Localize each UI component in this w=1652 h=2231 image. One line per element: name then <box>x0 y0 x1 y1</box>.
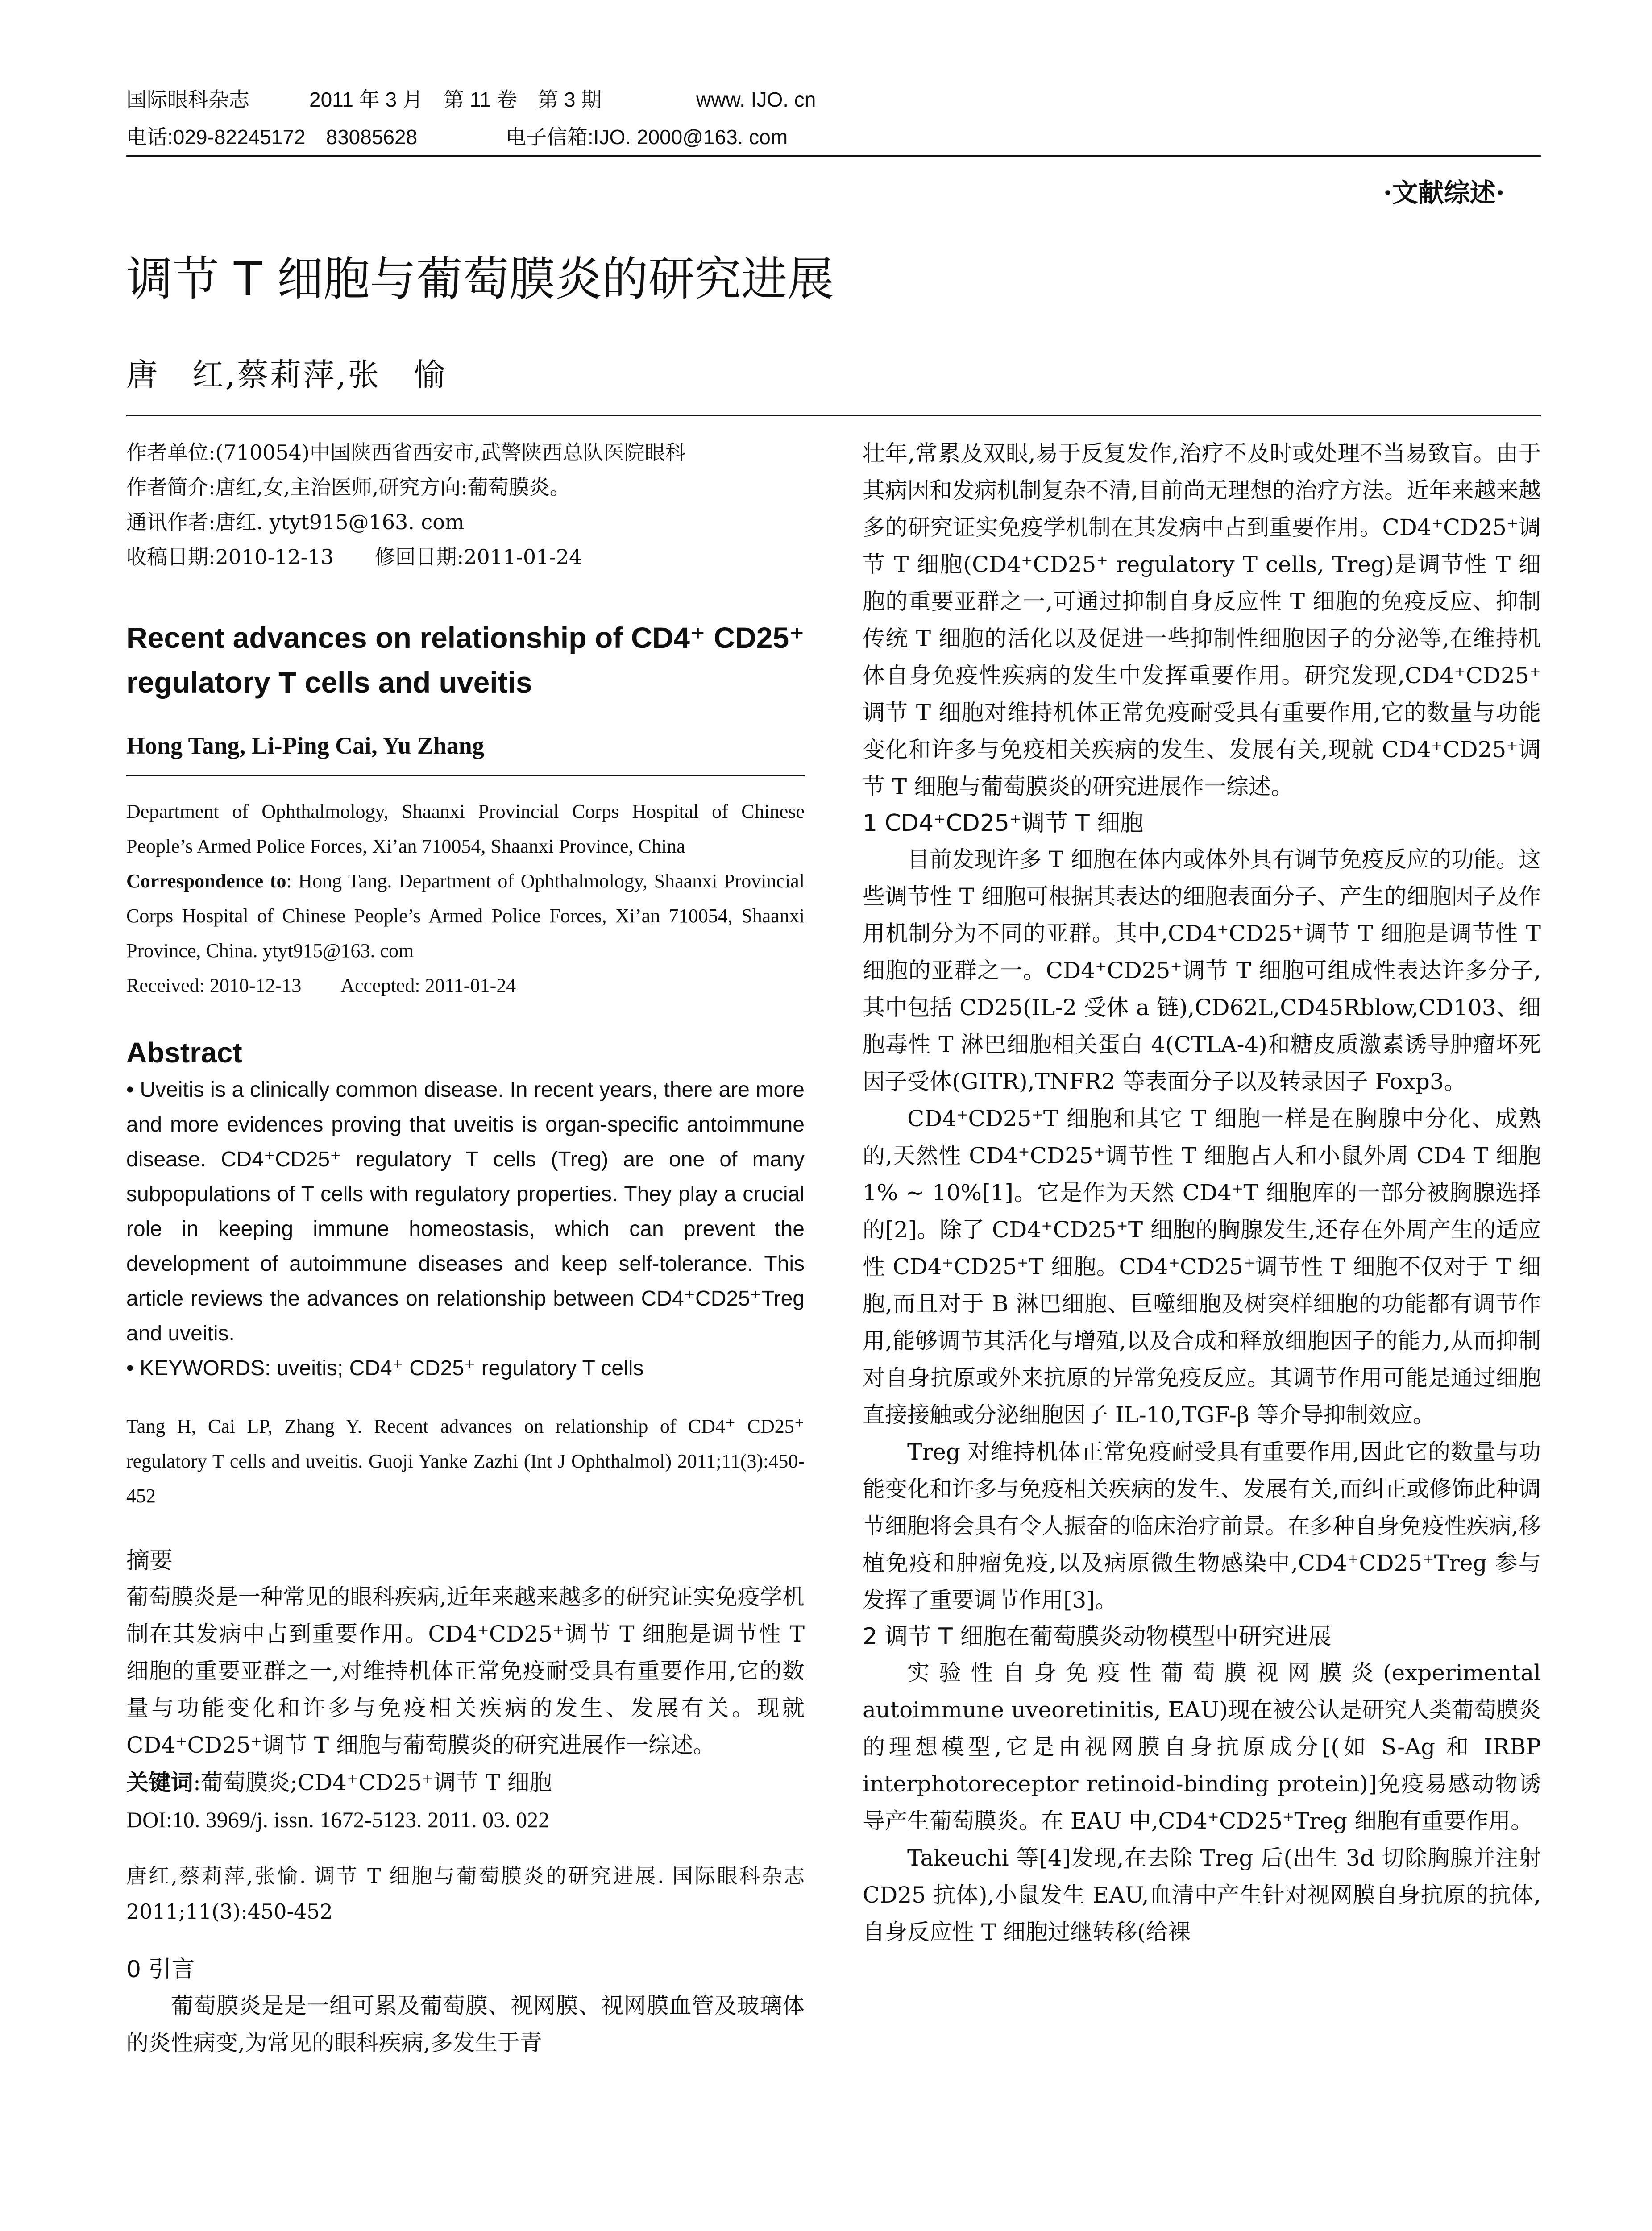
intro-continued: 壮年,常累及双眼,易于反复发作,治疗不及时或处理不当易致盲。由于其病因和发病机制复杂不清,目前尚无理想的治疗方法。近年来越来越多的研究证实免疫学机制在其发病中占到重要作用。CD4⁺CD25⁺调节 T 细胞(CD4⁺CD25⁺ regulatory T cells, Treg)是调节性 T 细胞的重要亚群之一,可通过抑制自身反应性 T 细胞的免疫反应、抑制传统 T 细胞的活化以及促进一些抑制性细胞因子的分泌等,在维持机体自身免疫性疾病的发生中发挥重要作用。研究发现,CD4⁺CD25⁺调节 T 细胞对维持机体正常免疫耐受具有重要作用,它的数量与功能变化和许多与免疫相关疾病的发生、发展有关,现就 CD4⁺CD25⁺调节 T 细胞与葡萄膜炎的研究进展作一综述。 <box>863 440 1541 800</box>
doi: DOI:10. 3969/j. issn. 1672-5123. 2011. 03. 022 <box>126 1807 550 1832</box>
header-rule <box>126 155 1541 157</box>
page-title: 调节 T 细胞与葡萄膜炎的研究进展 <box>126 252 834 306</box>
authors-rule <box>126 775 805 776</box>
section2-paragraph-1: 实验性自身免疫性葡萄膜视网膜炎(experimental autoimmune uveoretinitis, EAU)现在被公认是研究人类葡萄膜炎的理想模型,它是由视网膜自身抗原成分[(如 S-Ag 和 IRBP interphotoreceptor retinoid-binding protein)]免疫易感动物诱导产生葡萄膜炎。在 EAU 中,CD4⁺CD25⁺Treg 细胞有重要作用。 <box>863 1660 1541 1834</box>
title-en: Recent advances on relationship of CD4⁺ CD25⁺ regulatory T cells and uveitis <box>126 621 805 699</box>
journal-website: www. IJO. cn <box>696 88 816 111</box>
correspondence-en <box>126 864 805 968</box>
section1-paragraph-2: CD4⁺CD25⁺T 细胞和其它 T 细胞一样是在胸腺中分化、成熟的,天然性 CD4⁺CD25⁺调节性 T 细胞占人和小鼠外周 CD4 T 细胞 1% ~ 10%[1]。它是作为天然 CD4⁺T 细胞库的一部分被胸腺选择的[2]。除了 CD4⁺CD25⁺T 细胞的胸腺发生,还存在外周产生的适应性 CD4⁺CD25⁺T 细胞。CD4⁺CD25⁺调节性 T 细胞不仅对于 T 细胞,而且对于 B 淋巴细胞、巨噬细胞及树突样细胞的功能都有调节作用,能够调节其活化与增殖,以及合成和释放细胞因子的能力,从而抑制对自身抗原或外来抗原的异常免疫反应。其调节作用可能是通过细胞直接接触或分泌细胞因子 IL-10,TGF-β 等介导抑制效应。 <box>863 1106 1541 1428</box>
section1-paragraph-1: 目前发现许多 T 细胞在体内或体外具有调节免疫反应的功能。这些调节性 T 细胞可根据其表达的细胞表面分子、产生的细胞因子及作用机制分为不同的亚群。其中,CD4⁺CD25⁺调节 T 细胞是调节性 T 细胞的亚群之一。CD4⁺CD25⁺调节 T 细胞可组成性表达许多分子,其中包括 CD25(IL-2 受体 a 链),CD62L,CD45Rblow,CD103、细胞毒性 T 淋巴细胞相关蛋白 4(CTLA-4)和糖皮质激素诱导肿瘤坏死因子受体(GITR),TNFR2 等表面分子以及转录因子 Foxp3。 <box>863 846 1541 1095</box>
correspondence-text: : Hong Tang. Department of Ophthalmology, Shaanxi Provincial Corps Hospital of Chinese People’s Armed Police Forces, Xi’an 710054, Shaanxi Province, China. ytyt915@163. com <box>126 870 805 962</box>
section-tag: ·文献综述· <box>1383 178 1505 208</box>
section1-heading: 1 CD4⁺CD25⁺调节 T 细胞 <box>863 810 1144 837</box>
right-column <box>863 435 1541 1951</box>
author-affiliation: 作者单位:(710054)中国陕西省西安市,武警陕西总队医院眼科 <box>126 440 686 464</box>
keywords-cn <box>126 1764 805 1801</box>
journal-phone: 电话:029-82245172 83085628 <box>126 125 418 149</box>
citation-en: Tang H, Cai LP, Zhang Y. Recent advances on relationship of CD4⁺ CD25⁺ regulatory T cells and uveitis. Guoji Yanke Zazhi (Int J Ophthalmol) 2011;11(3):450-452 <box>126 1415 805 1507</box>
department-en: Department of Ophthalmology, Shaanxi Provincial Corps Hospital of Chinese People’s Armed Police Forces, Xi’an 710054, Shaanxi Province, China <box>126 800 805 857</box>
keywords-en: • KEYWORDS: uveitis; CD4⁺ CD25⁺ regulatory T cells <box>126 1356 644 1380</box>
keywords-cn-text: :葡萄膜炎;CD4⁺CD25⁺调节 T 细胞 <box>193 1770 552 1796</box>
keywords-cn-label: 关键词 <box>126 1769 193 1796</box>
abstract-cn: 葡萄膜炎是一种常见的眼科疾病,近年来越来越多的研究证实免疫学机制在其发病中占到重要作用。CD4⁺CD25⁺调节 T 细胞是调节性 T 细胞的重要亚群之一,对维持机体正常免疫耐受具有重要作用,它的数量与功能变化和许多与免疫相关疾病的发生、发展有关。现就 CD4⁺CD25⁺调节 T 细胞与葡萄膜炎的研究进展作一综述。 <box>126 1584 805 1758</box>
abstract-heading: Abstract <box>126 1037 242 1069</box>
section2-paragraph-2: Takeuchi 等[4]发现,在去除 Treg 后(出生 3d 切除胸腺并注射 CD25 抗体),小鼠发生 EAU,血清中产生针对视网膜自身抗原的抗体,自身反应性 T 细胞过继转移(给裸 <box>863 1845 1541 1945</box>
authors-cn: 唐 红,蔡莉萍,张 愉 <box>126 357 447 393</box>
citation-cn: 唐红,蔡莉萍,张愉. 调节 T 细胞与葡萄膜炎的研究进展. 国际眼科杂志 2011;11(3):450-452 <box>126 1864 805 1924</box>
journal-name: 国际眼科杂志 <box>126 88 249 111</box>
abstract-cn-heading: 摘要 <box>126 1547 173 1574</box>
author-info <box>126 435 805 574</box>
left-column <box>126 435 805 2061</box>
received-dates: 收稿日期:2010-12-13 修回日期:2011-01-24 <box>126 545 582 569</box>
title-rule <box>126 415 1541 416</box>
section2-heading: 2 调节 T 细胞在葡萄膜炎动物模型中研究进展 <box>863 1623 1332 1650</box>
authors-en: Hong Tang, Li-Ping Cai, Yu Zhang <box>126 732 484 759</box>
section1-paragraph-3: Treg 对维持机体正常免疫耐受具有重要作用,因此它的数量与功能变化和许多与免疫相关疾病的发生、发展有关,而纠正或修饰此种调节细胞将会具有令人振奋的临床治疗前景。在多种自身免疫性疾病,移植免疫和肿瘤免疫,以及病原微生物感染中,CD4⁺CD25⁺Treg 参与发挥了重要调节作用[3]。 <box>863 1439 1541 1613</box>
correspondence-label: Correspondence to <box>126 870 286 892</box>
journal-email: 电子信箱:IJO. 2000@163. com <box>506 125 788 149</box>
corresponding-author: 通讯作者:唐红. ytyt915@163. com <box>126 510 465 534</box>
received-en: Received: 2010-12-13 Accepted: 2011-01-24 <box>126 975 516 996</box>
author-profile: 作者简介:唐红,女,主治医师,研究方向:葡萄膜炎。 <box>126 475 570 499</box>
section0-heading: 0 引言 <box>126 1956 195 1983</box>
abstract-text: • Uveitis is a clinically common disease. In recent years, there are more and more evidences proving that uveitis is organ-specific antoimmune disease. CD4⁺CD25⁺ regulatory T cells (Treg) are one of many subpopulations of T cells with regulatory properties. They play a crucial role in keeping immune homeostasis, which can prevent the development of autoimmune diseases and keep self-tolerance. This article reviews the advances on relationship between CD4⁺CD25⁺Treg and uveitis. <box>126 1078 805 1345</box>
issue-info: 2011 年 3 月 第 11 卷 第 3 期 <box>309 88 602 111</box>
section0-paragraph: 葡萄膜炎是是一组可累及葡萄膜、视网膜、视网膜血管及玻璃体的炎性病变,为常见的眼科疾病,多发生于青 <box>126 1993 805 2056</box>
